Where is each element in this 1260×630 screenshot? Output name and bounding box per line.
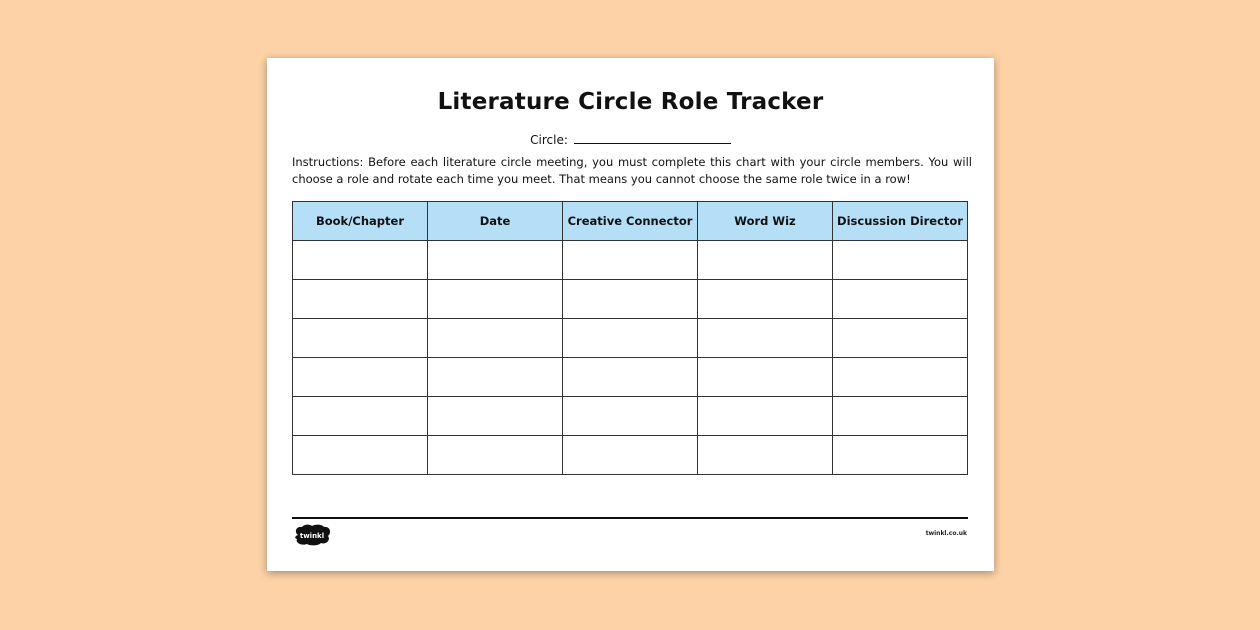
header-discussion-director: Discussion Director [833, 202, 968, 241]
circle-label: Circle: [530, 133, 568, 147]
table-cell [563, 280, 698, 319]
table-cell [698, 241, 833, 280]
header-word-wiz: Word Wiz [698, 202, 833, 241]
circle-field [267, 132, 994, 147]
table-cell [698, 358, 833, 397]
footer-divider [292, 517, 968, 519]
table-cell [563, 319, 698, 358]
table-cell [833, 319, 968, 358]
table-cell [293, 436, 428, 475]
table-body [293, 241, 968, 475]
table-cell [698, 436, 833, 475]
table-cell [698, 397, 833, 436]
table-cell [293, 280, 428, 319]
table-cell [698, 319, 833, 358]
table-cell [833, 358, 968, 397]
header-book-chapter: Book/Chapter [293, 202, 428, 241]
table-cell [428, 358, 563, 397]
worksheet-page [267, 58, 994, 571]
table-cell [428, 319, 563, 358]
instructions-text: Instructions: Before each literature circle meeting, you must complete this chart with your circle members. You will choose a role and rotate each time you meet. That means you cannot choose the same role twice in a row! [292, 155, 972, 186]
table-cell [563, 241, 698, 280]
table-cell [833, 397, 968, 436]
table-cell [563, 358, 698, 397]
header-date: Date [428, 202, 563, 241]
table-cell [833, 241, 968, 280]
table-cell [563, 397, 698, 436]
table-cell [293, 358, 428, 397]
table-cell [293, 241, 428, 280]
table-row [293, 436, 968, 475]
table-header-row [293, 202, 968, 241]
table-cell [428, 241, 563, 280]
circle-blank-line [574, 132, 731, 144]
twinkl-logo [292, 524, 332, 546]
table-cell [833, 280, 968, 319]
header-creative-connector: Creative Connector [563, 202, 698, 241]
table-cell [698, 280, 833, 319]
table-row [293, 319, 968, 358]
table-cell [293, 397, 428, 436]
role-tracker-table [292, 201, 968, 475]
table-row [293, 358, 968, 397]
table-cell [428, 397, 563, 436]
table-cell [428, 280, 563, 319]
table-cell [833, 436, 968, 475]
worksheet-title: Literature Circle Role Tracker [437, 89, 824, 115]
table-cell [293, 319, 428, 358]
table-cell [428, 436, 563, 475]
footer-site: twinkl.co.uk [925, 530, 967, 537]
table-row [293, 280, 968, 319]
table-row [293, 397, 968, 436]
table-cell [563, 436, 698, 475]
logo-text: twinkl [299, 532, 325, 540]
table-row [293, 241, 968, 280]
